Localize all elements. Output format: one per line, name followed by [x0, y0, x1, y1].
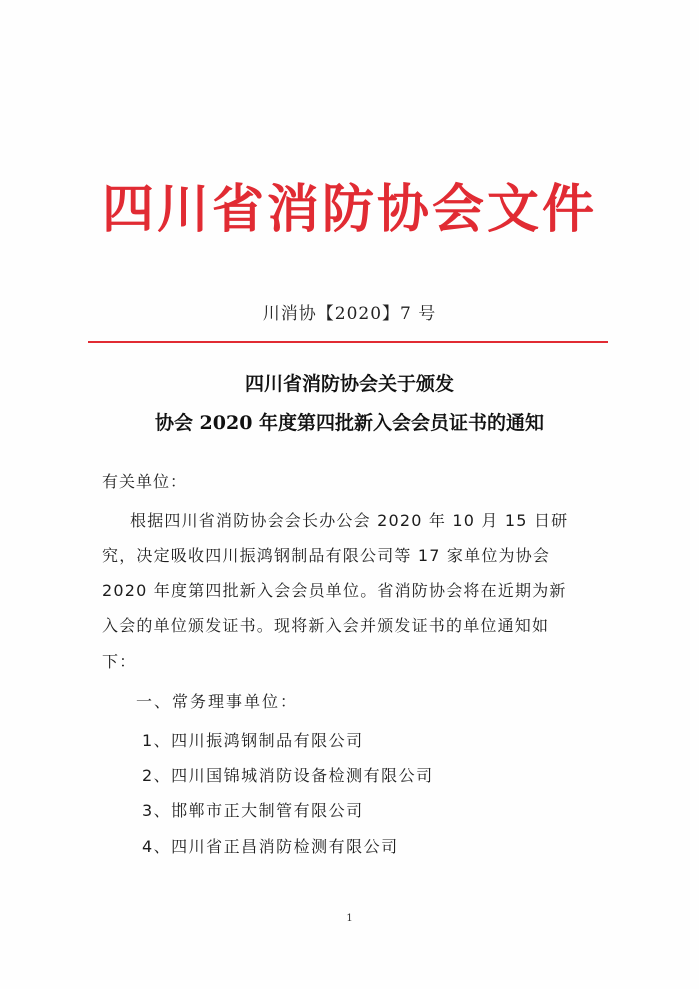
- salutation: 有关单位：: [102, 472, 188, 491]
- paragraph-line: 入会的单位颁发证书。现将新入会并颁发证书的单位通知如: [102, 616, 550, 635]
- page-number: 1: [346, 913, 353, 924]
- document-header-title: 四川省消防协会文件: [101, 179, 597, 240]
- paragraph-line: 根据四川省消防协会会长办公会 2020 年 10 月 15 日研: [130, 511, 569, 530]
- notice-title-line-1: 四川省消防协会关于颁发: [244, 373, 454, 395]
- list-item: 3、邯郸市正大制管有限公司: [142, 801, 364, 820]
- paragraph-line: 下：: [102, 652, 137, 671]
- list-item: 1、四川振鸿钢制品有限公司: [142, 731, 364, 750]
- paragraph-line: 究，决定吸收四川振鸿钢制品有限公司等 17 家单位为协会: [102, 546, 551, 565]
- document-number: 川消协【2020】7 号: [262, 304, 437, 324]
- paragraph-line: 2020 年度第四批新入会会员单位。省消防协会将在近期为新: [102, 581, 567, 600]
- notice-title-line-2: 协会 2020 年度第四批新入会会员证书的通知: [154, 412, 545, 434]
- section-heading: 一、常务理事单位：: [136, 692, 299, 711]
- header-divider: [88, 341, 608, 343]
- list-item: 2、四川国锦城消防设备检测有限公司: [142, 766, 434, 785]
- list-item: 4、四川省正昌消防检测有限公司: [142, 837, 399, 856]
